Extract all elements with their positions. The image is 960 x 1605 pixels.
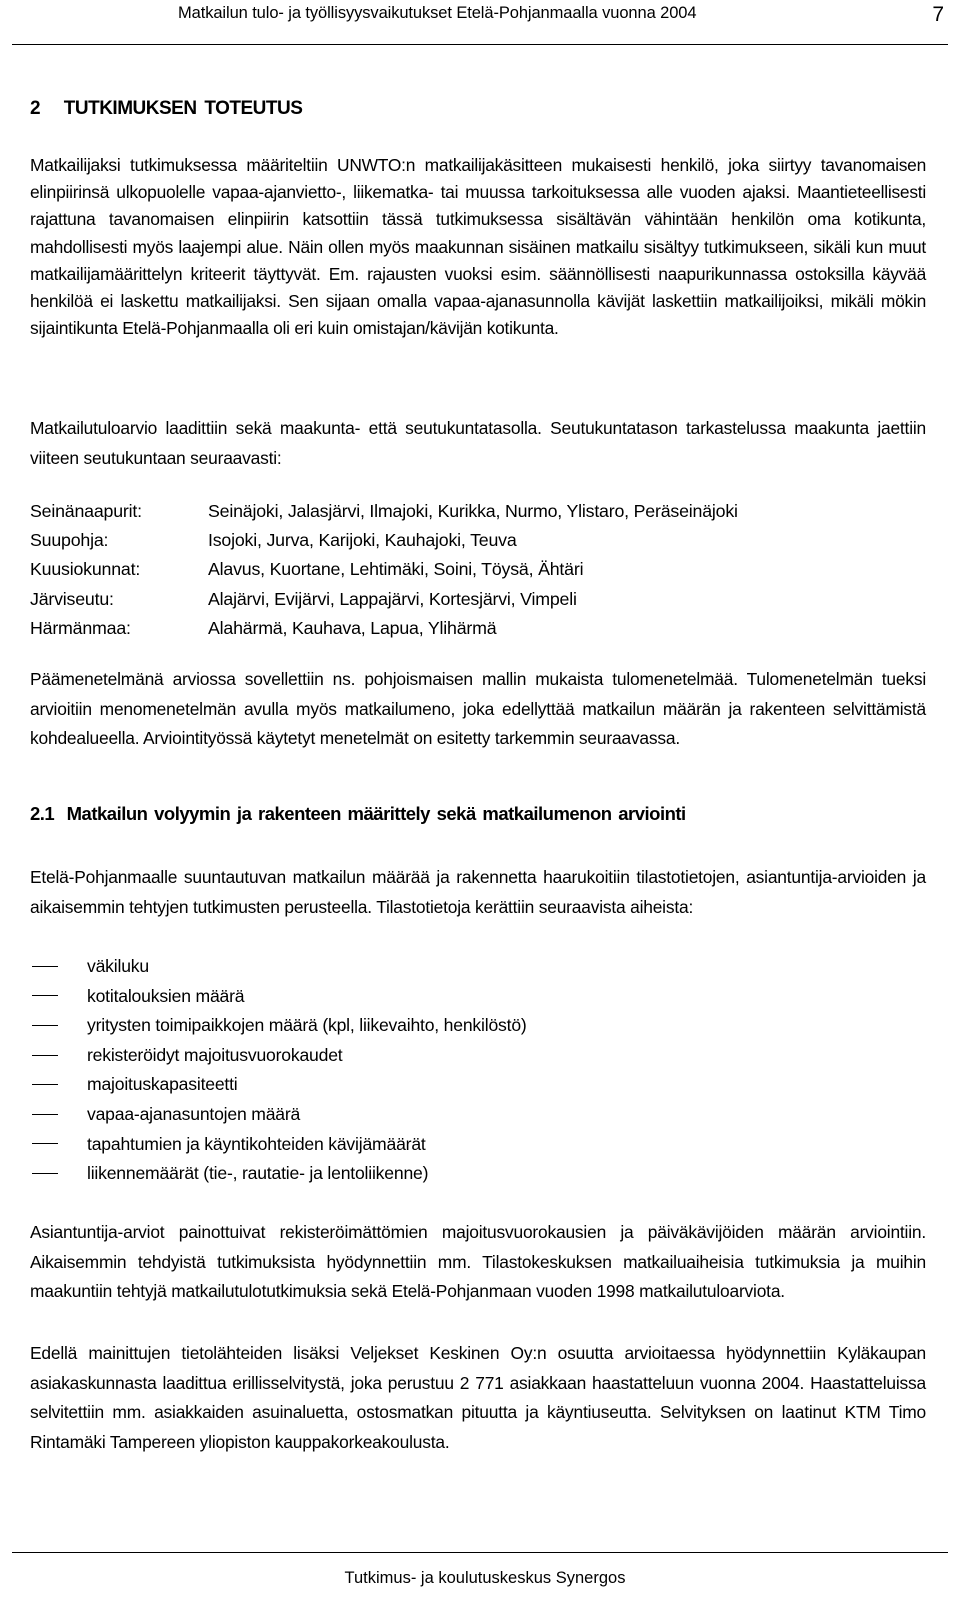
region-name: Seinänaapurit: — [30, 501, 142, 521]
region-municipalities: Seinäjoki, Jalasjärvi, Ilmajoki, Kurikka, Nurmo, Ylistaro, Peräseinäjoki — [208, 501, 738, 521]
list-item-text: tapahtumien ja käyntikohteiden kävijämäärät — [87, 1133, 426, 1154]
dash-bullet-icon — [32, 995, 58, 996]
region-name: Suupohja: — [30, 530, 109, 551]
region-row — [30, 614, 738, 643]
running-title: Matkailun tulo- ja työllisyysvaikutukset Etelä-Pohjanmaalla vuonna 2004 — [178, 4, 697, 22]
list-item-text: vapaa-ajanasuntojen määrä — [87, 1103, 301, 1124]
dash-bullet-icon — [32, 1084, 58, 1085]
dash-bullet-icon — [32, 1055, 58, 1056]
section-heading — [30, 98, 302, 120]
region-row — [30, 585, 738, 614]
page-footer — [12, 1552, 948, 1605]
list-item — [30, 1041, 527, 1071]
region-table — [30, 497, 738, 643]
region-name: Järviseutu: — [30, 588, 114, 609]
statistics-topic-list — [30, 952, 527, 1189]
list-item-text: yritysten toimipaikkojen määrä (kpl, liikevaihto, henkilöstö) — [87, 1015, 527, 1036]
dash-bullet-icon — [32, 966, 58, 967]
paragraph-expert-estimates: Asiantuntija-arviot painottuivat rekisteröimättömien majoitusvuorokausien ja päiväkävijöiden määrän arviointiin. Aikaisemmin tehdyistä tutkimuksista hyödynnettiin mm. Tilastokeskuksen matkailuaiheisia tutkimuksia ja muihin maakuntiin tehtyjä matkailutulotutkimuksia sekä Etelä-Pohjanmaan vuoden 1998 matkailutuloarviota. — [30, 1222, 926, 1302]
region-municipalities: Alajärvi, Evijärvi, Lappajärvi, Kortesjärvi, Vimpeli — [208, 588, 577, 609]
list-item-text: majoituskapasiteetti — [87, 1074, 238, 1095]
paragraph-data-sources: Etelä-Pohjanmaalle suuntautuvan matkailun määrää ja rakennetta haarukoitiin tilastotietojen, asiantuntija-arvioiden ja aikaisemmin tehtyjen tutkimusten perusteella. Tilastotietoja kerättiin seuraavista aiheista: — [30, 867, 926, 917]
list-item-text: väkiluku — [87, 956, 149, 976]
list-item — [30, 952, 527, 982]
region-name: Härmänmaa: — [30, 617, 131, 638]
region-municipalities: Alavus, Kuortane, Lehtimäki, Soini, Töysä, Ähtäri — [208, 559, 584, 580]
list-item — [30, 1100, 527, 1130]
list-item — [30, 982, 527, 1012]
list-item-text: kotitalouksien määrä — [87, 985, 245, 1006]
subsection-title: Matkailun volyymin ja rakenteen määrittely sekä matkailumenon arviointi — [66, 803, 686, 824]
region-name: Kuusiokunnat: — [30, 559, 141, 580]
paragraph-traveller-definition: Matkailijaksi tutkimuksessa määriteltiin UNWTO:n matkailijakäsitteen mukaisesti henkilö, joka siirtyy tavanomaisen elinpiirinsä ulkopuolelle vapaa-ajanvietto-, liikematka- tai muussa tarkoituksessa alle vuoden ajaksi. Maantieteellisesti rajattuna tavanomaisen elinpiirin katsottiin tässä tutkimuksessa sisältävän vähintään henkilön oma kotikunta, mahdollisesti myös laajempi alue. Näin ollen myös maakunnan sisäinen matkailu sisältyy tutkimukseen, sikäli kun muut matkailijamäärittelyn kriteerit täyttyvät. Em. rajausten vuoksi esim. säännöllisesti naapurikunnassa ostoksilla käyvää henkilöä ei laskettu matkailijaksi. Sen sijaan omalla vapaa-ajanasunnolla kävijät laskettiin matkailijoiksi, mikäli mökin sijaintikunta Etelä-Pohjanmaalla oli eri kuin omistajan/kävijän kotikunta. — [30, 155, 926, 339]
region-municipalities: Isojoki, Jurva, Karijoki, Kauhajoki, Teuva — [208, 530, 517, 551]
region-row — [30, 526, 738, 555]
list-item — [30, 1011, 527, 1041]
region-row — [30, 497, 738, 526]
paragraph-main-method: Päämenetelmänä arviossa sovellettiin ns. pohjoismaisen mallin mukaista tulomenetelmää. Tulomenetelmän tueksi arvioitiin menomenetelmän avulla myös matkailumeno, joka edellyttää matkailun määrän ja rakenteen selvittämistä kohdealueella. Arviointityössä käytetyt menetelmät on esitetty tarkemmin seuraavassa. — [30, 669, 926, 749]
dash-bullet-icon — [32, 1114, 58, 1115]
list-item — [30, 1159, 527, 1189]
section-number: 2 — [30, 98, 41, 119]
list-item-text: rekisteröidyt majoitusvuorokaudet — [87, 1044, 343, 1065]
subsection-heading — [30, 803, 686, 825]
paragraph-region-levels: Matkailutuloarvio laadittiin sekä maakunta- että seutukuntatasolla. Seutukuntatason tarkastelussa maakunta jaettiin viiteen seutukuntaan seuraavasti: — [30, 418, 926, 468]
dash-bullet-icon — [32, 1173, 58, 1174]
footer-organization: Tutkimus- ja koulutuskeskus Synergos — [344, 1569, 626, 1587]
page-header — [12, 0, 948, 45]
section-title: TUTKIMUKSEN TOTEUTUS — [63, 98, 303, 119]
subsection-number: 2.1 — [30, 803, 55, 824]
dash-bullet-icon — [32, 1025, 58, 1026]
list-item-text: liikennemäärät (tie-, rautatie- ja lentoliikenne) — [87, 1163, 429, 1184]
paragraph-customer-survey: Edellä mainittujen tietolähteiden lisäksi Veljekset Keskinen Oy:n osuutta arvioitaessa hyödynnettiin Kyläkaupan asiakaskunnasta laadittua erillisselvitystä, joka perustuu 2 771 asiakkaan haastatteluun vuonna 2004. Haastatteluissa selvitettiin mm. asiakkaiden asuinaluetta, ostosmatkan pituutta ja käyntiuseutta. Selvityksen on laatinut KTM Timo Rintamäki Tampereen yliopiston kauppakorkeakoulusta. — [30, 1343, 926, 1453]
region-municipalities: Alahärmä, Kauhava, Lapua, Ylihärmä — [208, 617, 497, 638]
region-row — [30, 555, 738, 584]
dash-bullet-icon — [32, 1143, 58, 1144]
list-item — [30, 1070, 527, 1100]
page-number: 7 — [932, 3, 944, 26]
list-item — [30, 1130, 527, 1160]
